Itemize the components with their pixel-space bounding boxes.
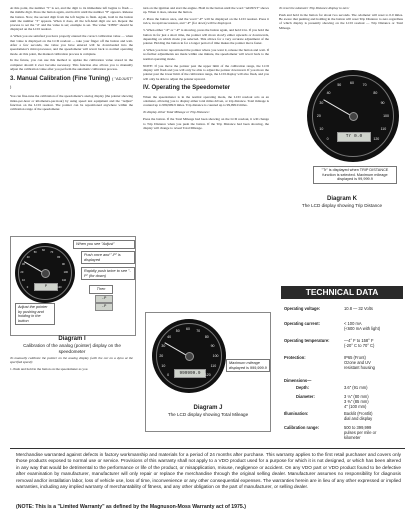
callout-adjust-pointer: Adjust the pointer by pushing and holding in the button xyxy=(15,303,55,325)
diagram-title: Diagram I xyxy=(58,336,86,342)
gauge-tick-label: 120 xyxy=(57,286,62,290)
lcd-sample: -P xyxy=(95,303,113,311)
paragraph: Push and hold in the button for about two seconds. The odometer will reset to 0.0 miles. Be aware that pushing and holding in the button will reset Trip Distance to zero regardless of which display is presently showing on the LCD readout — Trip Distance or Total Mileage. xyxy=(279,12,403,30)
gauge-tick-label: 90 xyxy=(210,343,215,348)
paragraph: When the speedometer is in the normal operating mode, the LCD readout acts as an odometer, allowing you to display either total miles driven, or trip distance. Total mileage is counted up to 999,999.9 miles. Trip distance is counted up to 99,999.9 miles. xyxy=(143,94,269,108)
technical-data-heading: TECHNICAL DATA xyxy=(281,286,403,299)
gauge-tick-label: 110 xyxy=(61,279,67,283)
spec-value: 500 to 399,999 pulses per mile or kilometer xyxy=(344,425,377,440)
gauge-tick-label: 10 xyxy=(319,126,324,131)
speedometer-gauge xyxy=(307,70,399,162)
gauge-tick-label: 50 xyxy=(337,83,342,88)
gauge-tick-label: 120 xyxy=(373,137,380,142)
gauge-tick-label: 100 xyxy=(63,271,68,274)
gauge-tick-label: 60 xyxy=(42,249,45,253)
spec-value: —4° F to 158° F (-20° C to 70° C) xyxy=(344,338,375,348)
gauge-tick-label: 60 xyxy=(186,327,190,332)
paragraph: You can fine-tune the calibration of the speedometer's analog display (the pointer showing miles-per-hour or kilometers-per-hour) by using speed test equipment and the "Adjust" function on the LCD readout. The pointer can be repositioned anywhere within the calibration range of the speedometer. xyxy=(10,94,133,112)
gauge-tick-label: 20 xyxy=(316,114,321,118)
gauge-tick-label: 70 xyxy=(196,329,201,334)
gauge-tick-label: 110 xyxy=(210,364,217,369)
column-middle xyxy=(143,6,269,133)
callout-adjust-prompt: When you see "Adjust" xyxy=(73,240,135,249)
paragraph: To reset the odometer Trip Distance display to zero: xyxy=(279,6,350,10)
gauge-tick-label: 30 xyxy=(319,101,324,106)
gauge-tick-label: 90 xyxy=(380,101,385,106)
spec-value: 3.6" (91 mm) xyxy=(344,385,368,390)
diagram-k xyxy=(281,66,403,246)
lcd-readout: P xyxy=(34,283,58,291)
spec-label: Operating current: xyxy=(284,321,320,326)
spec-label: Operating voltage: xyxy=(284,306,321,311)
callout-then: Then xyxy=(89,285,113,294)
divider xyxy=(10,448,405,449)
gauge-tick-label: 80 xyxy=(57,255,61,259)
gauge-tick-label: 100 xyxy=(383,114,389,118)
paragraph: 1. Push and hold in the button on the speedometer as you xyxy=(10,367,88,372)
gauge-tick-label: 120 xyxy=(204,372,211,377)
column-left-bottom xyxy=(10,356,133,374)
lcd-sample: -P xyxy=(95,295,113,303)
diagram-title: Diagram J xyxy=(193,405,223,411)
spec-value: Backlit (Frontlit) dial and display xyxy=(344,411,373,421)
gauge-tick-label: 0 xyxy=(167,372,170,377)
speedometer-gauge xyxy=(152,319,226,393)
lcd-readout: 999999.9 xyxy=(174,369,206,378)
spec-label: Diameter: xyxy=(296,394,315,399)
paragraph: To manually calibrate the pointer on the analog display (with the car on a dyno at the specified speed): xyxy=(10,356,133,365)
gauge-tick-label: 10 xyxy=(22,279,25,283)
column-right xyxy=(279,6,403,33)
diagram-i xyxy=(10,236,136,336)
diagram-j-caption: Diagram J The LCD display showing Total Mileage xyxy=(146,405,270,418)
gauge-tick-label: 20 xyxy=(20,271,24,274)
warranty-note: (NOTE: This is a "Limited Warranty" as defined by the Magnuson-Moss Warranty act of 1975.) xyxy=(16,504,246,510)
gauge-tick-label: 90 xyxy=(61,262,65,266)
warranty-text: Merchandise warranted against defects in factory workmanship and materials for a period of 24 months after purchase. This warranty applies to the first retail purchaser and covers only those products exposed to normal use or service. Provisions of this warranty shall not apply to a VDO product used for a purpose for which it is not designed, or which has been altered in any way that would be detrimental to the performance or life of the product, or misapplication, misuse, negligence or accident. On any VDO part or VDO product found to be defective after examination by manufacturer, manufacturer will only repair or replace the merchandise through the original selling dealer. Manufacturer assumes no responsibility for diagnosis removal and/or installation labor, loss of vehicle use, loss of time, inconvenience or any other consequential expenses. The warranties herein are in lieu of any other expressed or implied warranties, including any implied warranty of merchantability of fitness, and any other obligation on the part of manufacturer, or selling dealer. xyxy=(16,452,401,490)
gauge-tick-label: 20 xyxy=(159,354,164,358)
paragraph: 4. When you are satisfied you have properly entered the correct calibration value — when that value is displayed on the LCD readout — take your finger off the button and wait. After a few seconds, the value you have entered will be downloaded into the speedometer's microprocessor, and the speedometer will revert back to normal operating mode. At this point, the manual calibration process is complete. xyxy=(10,34,133,56)
paragraph: In the future, you can use this method to update the calibration value stored in the computer should it ever become necessary. This function also allows you to manually adjust the calibration value after you perform the automatic calibration process. xyxy=(10,58,133,72)
gauge-tick-label: 40 xyxy=(167,335,172,340)
paragraph: 3. When either "-P" or "-P" is showing, press the button again, and hold it in. If you hold the button in for just a short time, the pointer will move slowly either upwards or downwards, depending on which mode you selected. This allows for a very accurate adjustment of the pointer. Holding the button in for a longer period of time makes the pointer move faster. xyxy=(143,28,269,46)
paragraph: To display either Total Mileage or Trip Distance: xyxy=(143,110,210,115)
speedometer-gauge xyxy=(15,243,75,303)
gauge-tick-label: 50 xyxy=(175,329,180,334)
spec-value: IP65 (Front) Ozone and UV resistant housing xyxy=(344,355,375,370)
callout-max-mileage: Maximum mileage displayed is 999,999.9 xyxy=(226,359,270,372)
gauge-tick-label: 60 xyxy=(350,80,354,85)
paragraph: NOTE: If you move the pointer past the upper limit of the calibration range, the LCD display will flash and you will only be able to adjust the pointer downward. If you move the pointer past the lower limit of the calibration range, the LCD display will also flash, and you will only be able to adjust the pointer upward. xyxy=(143,63,269,81)
gauge-tick-label: 40 xyxy=(26,255,30,259)
callout-trip: "Tr" is displayed when TRIP DISTANCE function is selected. Maximum mileage displayed is 99,999.9 xyxy=(313,166,397,184)
section-heading: 3. Manual Calibration (Fine Tuning) ( "ADJUST" ) xyxy=(10,76,133,90)
spec-label: Protection: xyxy=(284,355,306,360)
spec-value: 10.8 — 32 Volts xyxy=(344,306,373,311)
spec-label: Dimensions— xyxy=(284,378,312,383)
callout-push-once: Push once and "-P" is displayed xyxy=(81,251,135,264)
column-left xyxy=(10,6,133,114)
paragraph: 2. Press the button once, and the word "-P" will be displayed on the LCD readout. Press it twice, in rapid succession, and "-P" (for down) will be displayed. xyxy=(143,17,269,26)
gauge-tick-label: 70 xyxy=(362,83,367,88)
spec-label: Calibration range: xyxy=(284,425,320,430)
gauge-tick-label: 30 xyxy=(161,343,166,348)
gauge-tick-label: 110 xyxy=(380,126,387,131)
lcd-readout: Tr 0.0 xyxy=(337,132,371,142)
gauge-tick-label: 80 xyxy=(204,335,209,340)
gauge-tick-label: 10 xyxy=(161,364,166,369)
diagram-i-caption: Diagram I Calibration of the analog (pointer) display on the speedometer xyxy=(10,336,134,354)
gauge-tick-label: 80 xyxy=(373,90,378,95)
gauge-tick-label: 50 xyxy=(33,251,37,255)
gauge-tick-label: 0 xyxy=(326,137,329,142)
paragraph: At this point, the number "5" is set, and the digit to its immediate left begins to flash — the middle digit. Press the button again, and hold it until the number "8" appears. Release the button. Now, the second digit from the left begins to flash. Again, hold in the button until the number "3" appears. When it does, all the left-hand digit are set. Repeat the process to set the "4" and the value is set; example is set. The value "43850" should be displayed on the LCD readout. xyxy=(10,6,133,32)
gauge-tick-label: 40 xyxy=(326,90,331,95)
diagram-title: Diagram K xyxy=(326,196,357,202)
section-heading: IV. Operating the Speedometer xyxy=(143,84,231,91)
gauge-tick-label: 30 xyxy=(22,262,25,266)
diagram-j xyxy=(145,312,271,432)
spec-value: < 100 mA (<600 mA with light) xyxy=(344,321,381,331)
gauge-tick-label: 100 xyxy=(212,354,219,358)
spec-label: Illumination: xyxy=(284,411,309,416)
spec-value: 3 ⅛" (80 mm) 3 ⅜" (85 mm) 4" (100 mm) xyxy=(344,394,369,409)
spec-label: Operating temperature: xyxy=(284,338,330,343)
callout-push-twice: Rapidly push twice to see "-P" (for down) xyxy=(81,267,135,280)
spec-label: Depth: xyxy=(296,385,309,390)
paragraph: turn on the ignition and start the engine. Hold in the button until the word "ADJUST" shows up. When it does, release the button. xyxy=(143,6,269,15)
paragraph: Press the button. If the Total Mileage had been showing on the LCD readout, it will change to Trip Distance when you push the button. If the Trip Distance had been showing, the display will change to reveal Total Mileage. xyxy=(143,117,269,130)
diagram-k-caption: Diagram K The LCD display showing Trip Distance xyxy=(281,196,403,209)
gauge-tick-label: 0 xyxy=(26,286,29,290)
paragraph: 4. When you have repositioned the pointer where you want it, release the button and wait. If no further adjustments are made within one minute, the speedometer will revert back to the normal operating mode. xyxy=(143,48,269,61)
gauge-tick-label: 70 xyxy=(50,251,54,255)
